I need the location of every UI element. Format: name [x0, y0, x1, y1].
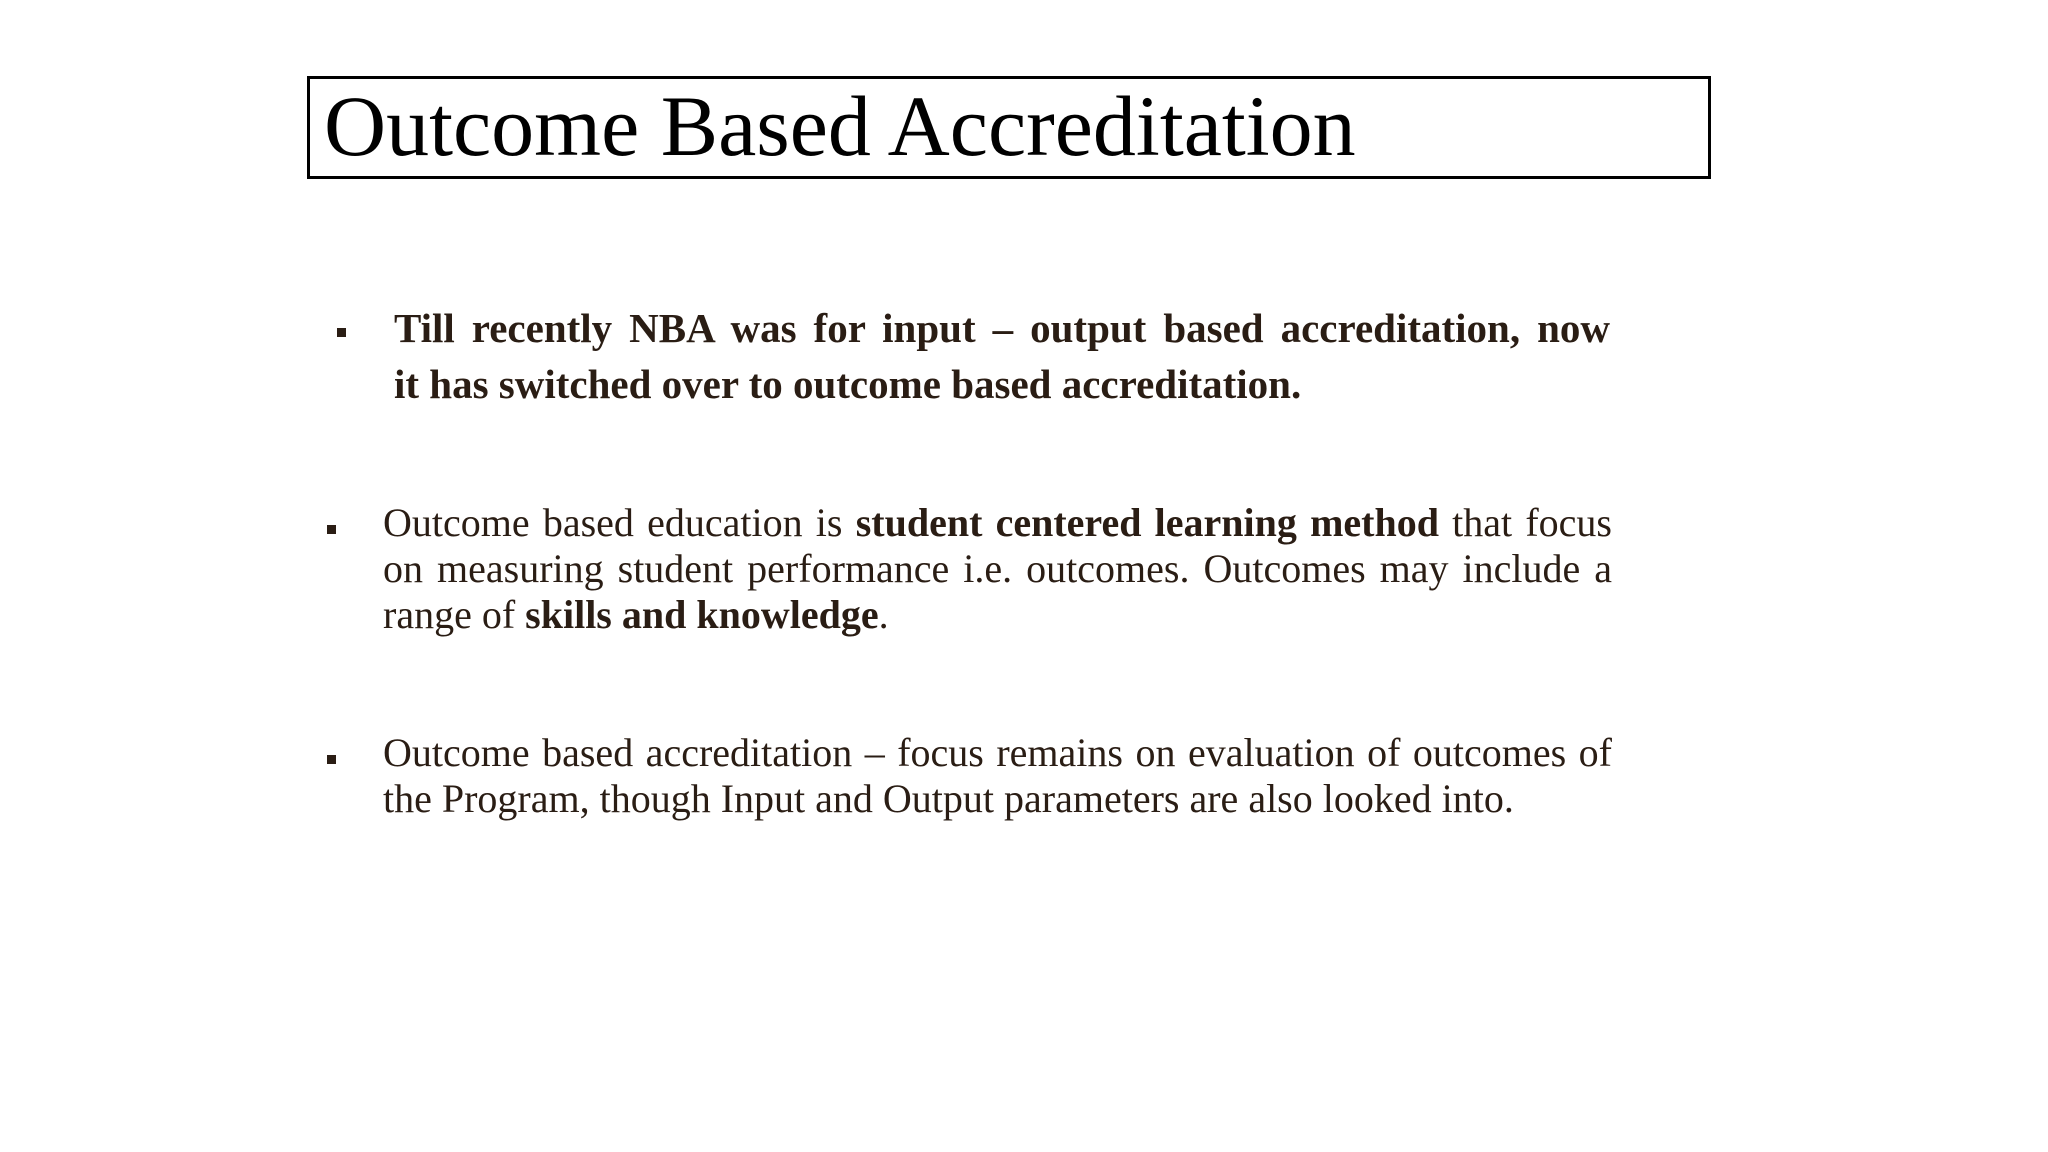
bullet-text-2	[383, 500, 1612, 638]
square-bullet-icon	[337, 328, 346, 337]
bullet-2-bold-b: skills and knowledge	[525, 592, 879, 637]
bullet-1-line-1: Till recently NBA was for input – output based accreditation, now	[394, 305, 1610, 351]
bullet-2-text-c: .	[878, 592, 889, 637]
square-bullet-icon	[327, 755, 336, 764]
bullet-1-line-2: it has switched over to outcome based accreditation.	[394, 361, 1302, 407]
slide-title: Outcome Based Accreditation	[324, 78, 1356, 174]
bullet-text-3: Outcome based accreditation – focus remains on evaluation of outcomes of the Program, though Input and Output parameters are also looked into.	[383, 730, 1612, 821]
bullet-2-text-a: Outcome based education is	[383, 500, 856, 545]
bullet-2-text-b: that focus on measuring student performance i.e. outcomes. Outcomes may include a range of	[383, 500, 1612, 637]
square-bullet-icon	[327, 525, 336, 534]
bullet-text-1	[394, 300, 1610, 412]
title-box	[307, 76, 1711, 179]
bullet-2-bold-a: student centered learning method	[855, 500, 1439, 545]
